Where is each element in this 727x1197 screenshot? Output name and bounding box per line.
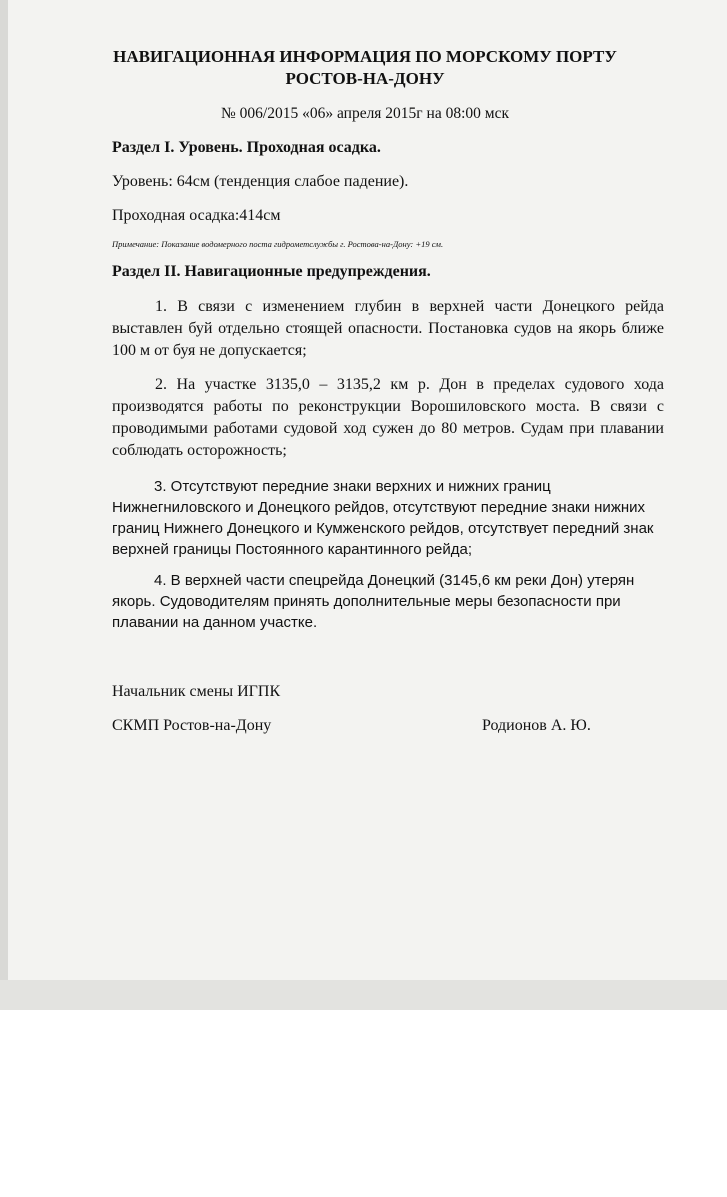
signatory-position: Начальник смены ИГПК — [112, 683, 281, 700]
passage-draft: Проходная осадка:414см — [112, 207, 281, 224]
section-2-heading: Раздел II. Навигационные предупреждения. — [112, 263, 431, 280]
document-title: НАВИГАЦИОННАЯ ИНФОРМАЦИЯ ПО МОРСКОМУ ПОРТУ РОСТОВ-НА-ДОНУ — [113, 47, 617, 88]
gauge-note: Примечание: Показание водомерного поста гидрометслужбы г. Ростова-на-Дону: +19 см. — [112, 239, 444, 249]
warning-item-2: 2. На участке 3135,0 – 3135,2 км р. Дон в пределах судового хода производятся работы по реконструкции Ворошиловского моста. В связи с проводимыми работами судовой ход сужен до 80 метров. Судам при плавании соблюдать осторожность; — [112, 376, 664, 459]
warning-item-3: 3. Отсутствуют передние знаки верхних и нижних границ Нижнегниловского и Донецкого рейдов, отсутствуют передние знаки нижних границ Нижнего Донецкого и Кумженского рейдов, отсутствует передний знак верхней границы Постоянного карантинного рейда; — [112, 478, 654, 558]
section-1-heading: Раздел I. Уровень. Проходная осадка. — [112, 139, 381, 156]
issue-line: № 006/2015 «06» апреля 2015г на 08:00 мск — [221, 105, 509, 122]
water-level: Уровень: 64см (тенденция слабое падение). — [112, 173, 409, 190]
warning-item-1: 1. В связи с изменением глубин в верхней части Донецкого рейда выставлен буй отдельно стоящей опасности. Постановка судов на якорь ближе 100 м от буя не допускается; — [112, 298, 664, 359]
warning-item-4: 4. В верхней части спецрейда Донецкий (3145,6 км реки Дон) утерян якорь. Судоводителям принять дополнительные меры безопасности при плавании на данном участке. — [112, 572, 635, 631]
signatory-name: Родионов А. Ю. — [482, 717, 591, 734]
signatory-organization: СКМП Ростов-на-Дону — [112, 717, 272, 734]
